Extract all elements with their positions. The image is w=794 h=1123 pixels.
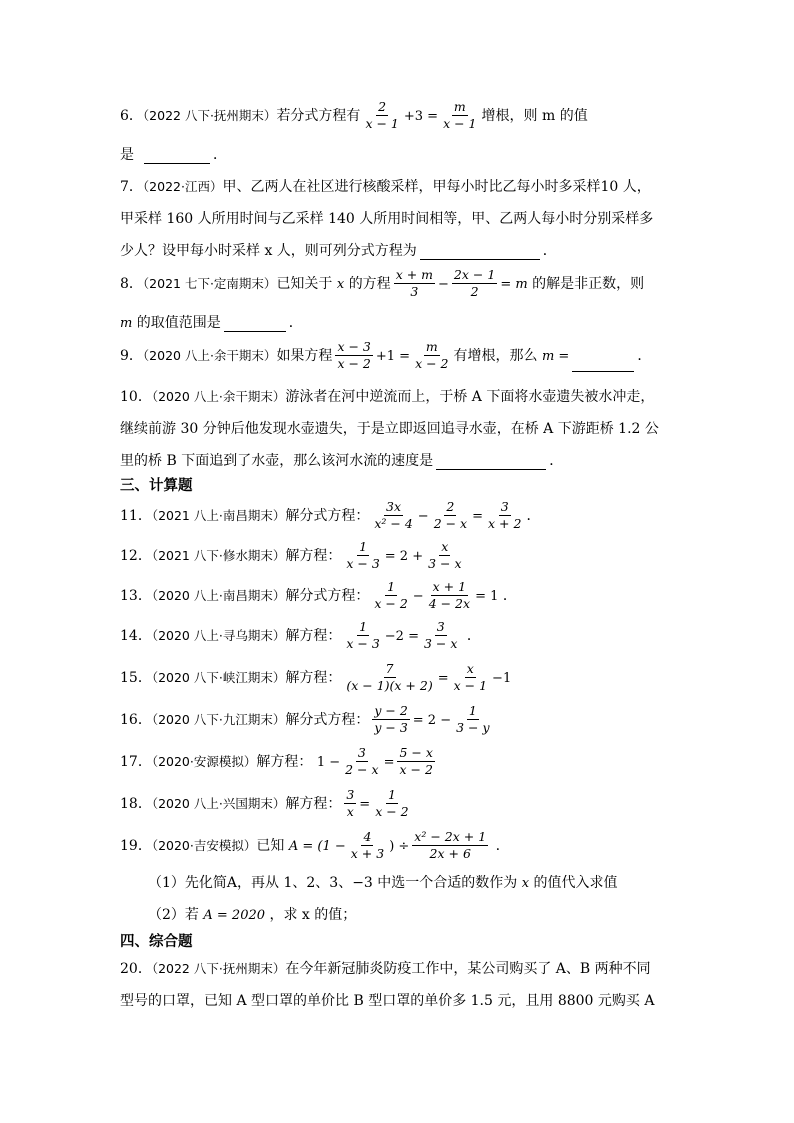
fraction bbox=[426, 540, 463, 572]
math-expression: A = (1 − bbox=[288, 838, 346, 854]
punctuation: ． bbox=[549, 453, 564, 469]
fraction-denominator: x − 1 bbox=[453, 678, 488, 694]
question-text: 的值代入求值 bbox=[533, 875, 618, 891]
fraction bbox=[412, 830, 488, 862]
punctuation: ． bbox=[637, 347, 652, 364]
fraction-denominator: 2 − x bbox=[433, 516, 468, 532]
fraction-denominator: x − 2 bbox=[415, 356, 449, 372]
question-source: （2020 八上·余干期末） bbox=[142, 347, 277, 363]
punctuation: . bbox=[495, 837, 501, 854]
fraction bbox=[349, 830, 386, 862]
question-text: 解方程： bbox=[285, 795, 342, 812]
question-source: （2021 七下·定南期末） bbox=[142, 275, 277, 291]
operator: = bbox=[359, 796, 371, 812]
fraction bbox=[372, 580, 409, 612]
fraction-numerator: 1 bbox=[357, 540, 369, 556]
operator: − bbox=[412, 588, 424, 604]
question-text: 解方程： bbox=[285, 547, 342, 564]
operator: −1 bbox=[492, 670, 512, 686]
question-number: 6． bbox=[120, 107, 143, 124]
question-text: 已知 bbox=[256, 837, 285, 854]
question-text: 里的桥 B 下面追到了水壶，那么该河水流的速度是 bbox=[120, 453, 434, 469]
question-19-part2 bbox=[120, 904, 356, 924]
answer-blank[interactable] bbox=[144, 149, 210, 164]
math-variable: x bbox=[521, 876, 530, 891]
question-number: 18． bbox=[120, 795, 152, 812]
question-8-line2 bbox=[120, 312, 303, 332]
fraction-denominator: x − 2 bbox=[375, 804, 409, 820]
math-expression: A = 2020 bbox=[203, 908, 266, 923]
operator: −2 = bbox=[384, 628, 419, 644]
question-17 bbox=[120, 746, 438, 778]
fraction-denominator: 2 − x bbox=[345, 762, 379, 778]
question-source: （2020 八上·余干期末） bbox=[151, 389, 286, 404]
punctuation: ． bbox=[466, 627, 481, 644]
question-11 bbox=[120, 500, 540, 532]
question-number: 13． bbox=[120, 587, 152, 604]
question-14 bbox=[120, 620, 481, 652]
fraction-numerator: x − 3 bbox=[335, 340, 372, 356]
question-13 bbox=[120, 580, 517, 612]
fraction bbox=[335, 340, 372, 372]
fraction bbox=[432, 500, 469, 532]
fraction-denominator: 3 − x bbox=[423, 636, 458, 652]
fraction-numerator: 1 bbox=[386, 788, 398, 804]
math-variable: x bbox=[336, 276, 345, 292]
fraction-numerator: 1 bbox=[385, 580, 397, 596]
fraction bbox=[363, 100, 400, 132]
fraction-numerator: m bbox=[424, 340, 440, 356]
question-text: 解分式方程： bbox=[285, 587, 370, 604]
fraction-denominator: (x − 1)(x + 2) bbox=[346, 678, 433, 694]
question-source: （2020 八上·寻乌期末） bbox=[151, 627, 286, 643]
fraction-denominator: x − 3 bbox=[346, 556, 380, 572]
fraction bbox=[452, 268, 497, 300]
fraction-numerator: 7 bbox=[384, 662, 396, 678]
question-15 bbox=[120, 662, 511, 694]
operator: − bbox=[417, 508, 429, 524]
fraction-numerator: 3x bbox=[384, 500, 403, 516]
question-number: 20． bbox=[120, 961, 152, 977]
question-source: （2022 八下·抚州期末） bbox=[151, 961, 286, 976]
question-text: 已知关于 bbox=[276, 275, 333, 292]
fraction-denominator: 2 bbox=[470, 284, 479, 300]
question-10-line2 bbox=[120, 418, 659, 438]
fraction-denominator: 3 bbox=[410, 284, 419, 300]
fraction-numerator: 5 − x bbox=[397, 746, 434, 762]
question-text: 甲采样 160 人所用时间与乙采样 140 人所用时间相等，甲、乙两人每小时分别采样多 bbox=[120, 211, 654, 227]
question-7 bbox=[120, 176, 651, 196]
fraction-numerator: 4 bbox=[361, 830, 373, 846]
question-6 bbox=[120, 100, 588, 132]
fraction bbox=[452, 662, 489, 694]
operator: = bbox=[437, 670, 449, 686]
question-number: 14． bbox=[120, 627, 152, 644]
operator: +3 = bbox=[403, 108, 439, 124]
question-20 bbox=[120, 958, 651, 978]
question-text: 在今年新冠肺炎防疫工作中，某公司购买了 A、B 两种不同 bbox=[285, 961, 651, 977]
question-source: （2020·安源模拟） bbox=[151, 753, 257, 769]
question-number: 11． bbox=[120, 507, 152, 524]
operator: = bbox=[383, 754, 395, 770]
fraction-numerator: x + m bbox=[394, 268, 435, 284]
question-source: （2021 八上·南昌期末） bbox=[151, 507, 286, 523]
fraction bbox=[373, 788, 410, 820]
fraction bbox=[344, 662, 434, 694]
operator: = 2 + bbox=[384, 548, 424, 564]
question-12 bbox=[120, 540, 467, 572]
fraction-denominator: 3 − x bbox=[428, 556, 462, 572]
question-text: 增根，则 m 的值 bbox=[481, 107, 588, 124]
punctuation: ． bbox=[288, 315, 303, 331]
fraction bbox=[441, 100, 478, 132]
question-19-part1 bbox=[120, 872, 618, 892]
question-number: 19． bbox=[120, 837, 152, 854]
question-source: （2020 八上·南昌期末） bbox=[151, 587, 286, 603]
fraction bbox=[397, 746, 434, 778]
question-source: （2022 八下·抚州期末） bbox=[142, 107, 277, 123]
question-18 bbox=[120, 788, 414, 820]
fraction bbox=[372, 704, 409, 736]
question-source: （2020 八上·兴国期末） bbox=[151, 795, 286, 811]
question-7-line3 bbox=[120, 240, 557, 260]
fraction-numerator: x bbox=[439, 540, 450, 556]
math-variable: m bbox=[120, 316, 133, 331]
question-8 bbox=[120, 268, 644, 300]
operator: +1 = bbox=[375, 348, 411, 364]
fraction-denominator: x + 2 bbox=[488, 516, 522, 532]
fraction-denominator: 2x + 6 bbox=[429, 846, 471, 862]
fraction bbox=[454, 704, 491, 736]
question-text: ，求 x 的值； bbox=[269, 907, 357, 923]
question-number: 16． bbox=[120, 711, 152, 728]
question-text: 解分式方程： bbox=[285, 507, 370, 524]
answer-blank[interactable] bbox=[436, 455, 546, 470]
question-9 bbox=[120, 340, 651, 372]
fraction bbox=[344, 788, 356, 820]
question-text: （1）先化简A，再从 1、2、3、−3 中选一个合适的数作为 bbox=[148, 875, 518, 891]
question-text: 解方程： bbox=[256, 753, 313, 770]
question-number: 7． bbox=[120, 179, 143, 195]
fraction bbox=[486, 500, 523, 532]
fraction-numerator: y − 2 bbox=[372, 704, 409, 720]
question-text: 少人？设甲每小时采样 x 人，则可列分式方程为 bbox=[120, 243, 417, 259]
math-expression: m = bbox=[541, 348, 570, 364]
question-text: 游泳者在河中逆流而上，于桥 A 下面将水壶遗失被水冲走， bbox=[285, 389, 655, 405]
section-heading-calculation: 三、计算题 bbox=[120, 478, 193, 494]
fraction-numerator: x bbox=[465, 662, 476, 678]
question-text: 的解是非正数，则 bbox=[532, 275, 645, 292]
operator: = 2 − bbox=[412, 712, 452, 728]
question-source: （2020 八下·九江期末） bbox=[151, 711, 286, 727]
fraction bbox=[344, 620, 381, 652]
fraction-numerator: m bbox=[452, 100, 468, 116]
fraction-numerator: 3 bbox=[435, 620, 447, 636]
question-text: （2）若 bbox=[148, 907, 199, 923]
question-text: 型号的口罩，已知 A 型口罩的单价比 B 型口罩的单价多 1.5 元，且用 8800 元购买 A bbox=[120, 993, 655, 1009]
question-source: （2020·吉安模拟） bbox=[151, 837, 257, 853]
fraction-denominator: x + 3 bbox=[350, 846, 385, 862]
math-expression: = m bbox=[500, 276, 528, 292]
fraction bbox=[394, 268, 435, 300]
fraction-denominator: x² − 4 bbox=[374, 516, 413, 532]
fraction-denominator: 4 − 2x bbox=[428, 596, 471, 612]
operator: = bbox=[472, 508, 484, 524]
question-10 bbox=[120, 386, 654, 406]
question-number: 10． bbox=[120, 389, 152, 405]
fraction-denominator: x − 1 bbox=[365, 116, 399, 132]
fraction-numerator: 2 bbox=[444, 500, 456, 516]
fraction-denominator: y − 3 bbox=[374, 720, 408, 736]
question-19 bbox=[120, 830, 500, 862]
question-text: 若分式方程有 bbox=[276, 107, 361, 124]
question-number: 9． bbox=[120, 347, 143, 364]
fraction-denominator: x bbox=[346, 804, 354, 820]
question-text: 是 bbox=[120, 147, 134, 163]
fraction-numerator: 3 bbox=[344, 788, 356, 804]
punctuation: ． bbox=[542, 243, 557, 259]
punctuation: ． bbox=[502, 587, 517, 604]
fraction-numerator: 1 bbox=[467, 704, 479, 720]
fraction-denominator: x − 2 bbox=[374, 596, 408, 612]
fraction bbox=[344, 540, 381, 572]
question-text: 解方程： bbox=[285, 669, 342, 686]
fraction-numerator: x² − 2x + 1 bbox=[412, 830, 488, 846]
question-source: （2021 八下·修水期末） bbox=[151, 547, 286, 563]
operator: ) ÷ bbox=[389, 838, 410, 854]
question-text: 的方程 bbox=[348, 275, 391, 292]
question-16 bbox=[120, 704, 495, 736]
fraction bbox=[372, 500, 414, 532]
question-source: （2020 八下·峡江期末） bbox=[151, 669, 286, 685]
operator: 1 − bbox=[316, 754, 341, 770]
fraction-numerator: 2x − 1 bbox=[452, 268, 497, 284]
punctuation: ． bbox=[213, 147, 227, 163]
fraction-denominator: x − 1 bbox=[443, 116, 477, 132]
section-heading-comprehensive: 四、综合题 bbox=[120, 934, 193, 950]
fraction-numerator: 3 bbox=[356, 746, 368, 762]
operator: − bbox=[438, 276, 449, 292]
question-number: 8． bbox=[120, 275, 143, 292]
question-text: 如果方程 bbox=[276, 347, 333, 364]
question-text: 的取值范围是 bbox=[136, 315, 221, 331]
question-text: 继续前游 30 分钟后他发现水壶遗失，于是立即返回追寻水壶，在桥 A 下游距桥 1.2 公 bbox=[120, 421, 659, 437]
fraction bbox=[422, 620, 459, 652]
question-text: 有增根，那么 bbox=[453, 347, 538, 364]
question-7-line2 bbox=[120, 208, 653, 228]
fraction-numerator: 1 bbox=[357, 620, 369, 636]
fraction-denominator: 3 − y bbox=[456, 720, 490, 736]
answer-blank[interactable] bbox=[572, 357, 634, 372]
fraction-denominator: x − 2 bbox=[337, 356, 371, 372]
fraction-numerator: x + 1 bbox=[431, 580, 468, 596]
question-text: 甲、乙两人在社区进行核酸采样，甲每小时比乙每小时多采样10 人， bbox=[222, 179, 651, 195]
question-10-line3 bbox=[120, 450, 563, 470]
question-number: 15． bbox=[120, 669, 152, 686]
question-text: 解分式方程： bbox=[285, 711, 370, 728]
fraction-numerator: 3 bbox=[499, 500, 511, 516]
answer-blank[interactable] bbox=[420, 245, 540, 260]
question-source: （2022·江西） bbox=[142, 179, 223, 194]
question-number: 12． bbox=[120, 547, 152, 564]
question-text: 解方程： bbox=[285, 627, 342, 644]
fraction bbox=[413, 340, 450, 372]
question-6-line2 bbox=[120, 144, 227, 164]
fraction-numerator: 2 bbox=[376, 100, 388, 116]
operator: = 1 bbox=[475, 588, 499, 604]
fraction-denominator: x − 2 bbox=[399, 762, 433, 778]
question-number: 17． bbox=[120, 753, 152, 770]
fraction bbox=[427, 580, 472, 612]
question-20-line2 bbox=[120, 990, 654, 1010]
punctuation: ． bbox=[526, 507, 541, 524]
fraction bbox=[343, 746, 380, 778]
answer-blank[interactable] bbox=[224, 317, 286, 332]
fraction-denominator: x − 3 bbox=[346, 636, 380, 652]
